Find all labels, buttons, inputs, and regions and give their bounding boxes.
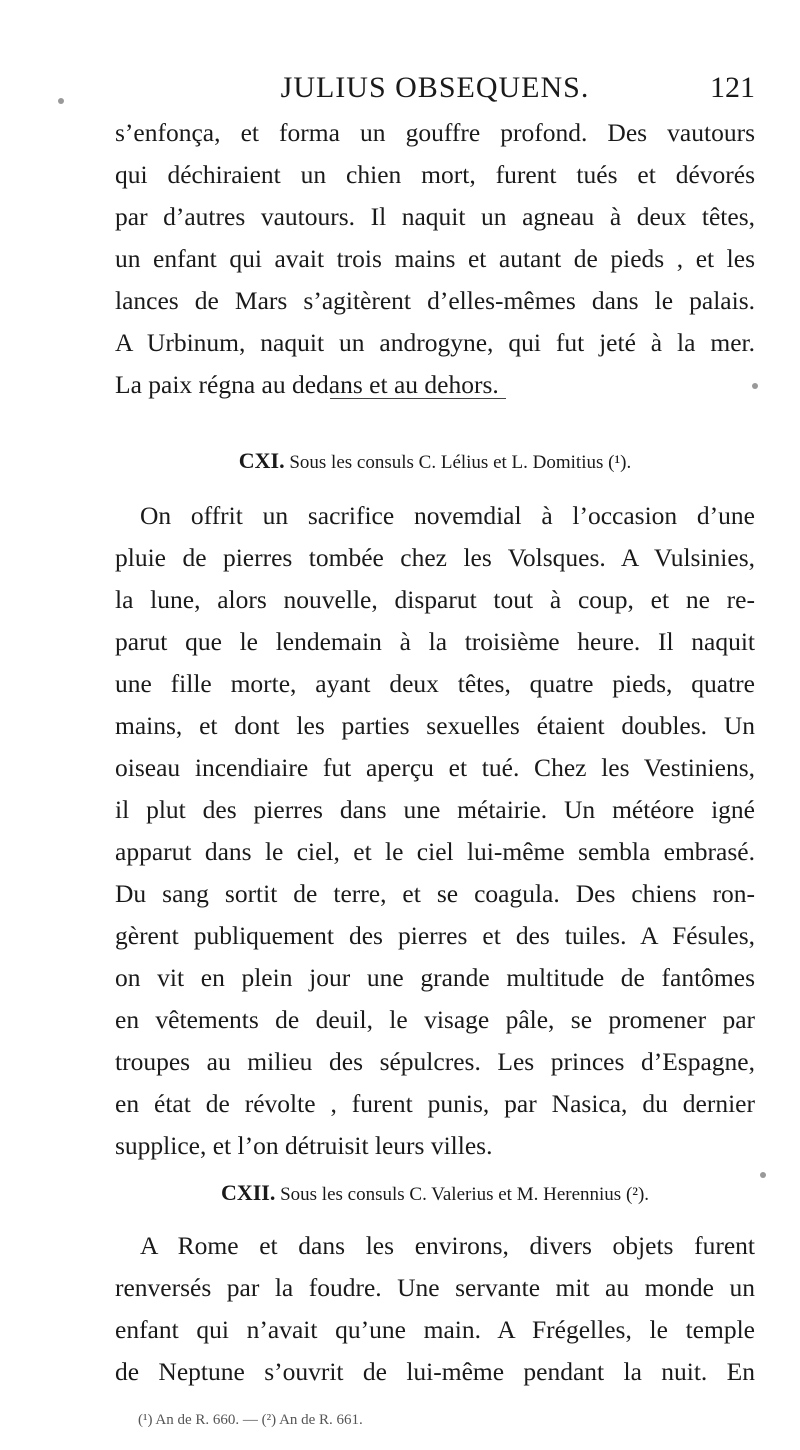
text-line: de Neptune s’ouvrit de lui-même pendant la nuit. En: [115, 1357, 755, 1386]
paper-speck: [752, 383, 758, 389]
text-line: s’enfonça, et forma un gouffre profond. Des vautours: [115, 118, 755, 147]
section-heading-cxii: [115, 1180, 755, 1206]
section-heading-cxi: [115, 448, 755, 474]
text-line: mains, et dont les parties sexuelles étaient doubles. Un: [115, 711, 755, 740]
page-number: 121: [710, 71, 755, 104]
paragraph-1: [115, 112, 755, 406]
section-title: Sous les consuls C. Valerius et M. Herennius (²).: [280, 1184, 650, 1205]
section-title: Sous les consuls C. Lélius et L. Domitius (¹).: [289, 452, 632, 473]
paper-speck: [58, 98, 64, 104]
text-line: La paix régna au dedans et au dehors.: [115, 370, 499, 399]
text-line: on vit en plein jour une grande multitude de fantômes: [115, 963, 755, 992]
text-line: enfant qui n’avait qu’une main. A Frégelles, le temple: [115, 1315, 755, 1344]
text-line: pluie de pierres tombée chez les Volsques. A Vulsinies,: [115, 543, 755, 572]
text-line: A Urbinum, naquit un androgyne, qui fut jeté à la mer.: [115, 328, 755, 357]
text-line: supplice, et l’on détruisit leurs villes.: [115, 1131, 493, 1160]
text-line: apparut dans le ciel, et le ciel lui-même sembla embrasé.: [115, 837, 755, 866]
section-divider: [330, 398, 506, 399]
text-line: une fille morte, ayant deux têtes, quatre pieds, quatre: [115, 669, 755, 698]
text-line: un enfant qui avait trois mains et autant de pieds , et les: [115, 244, 755, 273]
text-line: la lune, alors nouvelle, disparut tout à coup, et ne re-: [115, 585, 755, 614]
text-line: par d’autres vautours. Il naquit un agneau à deux têtes,: [115, 202, 755, 231]
text-line: il plut des pierres dans une métairie. Un météore igné: [115, 795, 755, 824]
text-line: parut que le lendemain à la troisième heure. Il naquit: [115, 627, 755, 656]
running-head: [115, 68, 755, 108]
text-line: gèrent publiquement des pierres et des tuiles. A Fésules,: [115, 921, 755, 950]
paragraph-3: [115, 1225, 755, 1393]
running-title: JULIUS OBSEQUENS.: [280, 71, 590, 104]
text-line: A Rome et dans les environs, divers objets furent: [140, 1231, 755, 1260]
text-line: lances de Mars s’agitèrent d’elles-mêmes dans le palais.: [115, 286, 755, 315]
section-number: CXI.: [238, 448, 285, 473]
paragraph-2: [115, 495, 755, 1167]
text-line: On offrit un sacrifice novemdial à l’occasion d’une: [140, 501, 755, 530]
text-line: qui déchiraient un chien mort, furent tués et dévorés: [115, 160, 755, 189]
text-line: troupes au milieu des sépulcres. Les princes d’Espagne,: [115, 1047, 755, 1076]
text-line: oiseau incendiaire fut aperçu et tué. Chez les Vestiniens,: [115, 753, 755, 782]
text-line: Du sang sortit de terre, et se coagula. Des chiens ron-: [115, 879, 755, 908]
text-line: renversés par la foudre. Une servante mit au monde un: [115, 1273, 755, 1302]
footnotes: (¹) An de R. 660. — (²) An de R. 661.: [138, 1412, 363, 1428]
text-line: en vêtements de deuil, le visage pâle, se promener par: [115, 1005, 755, 1034]
section-number: CXII.: [220, 1180, 276, 1205]
paper-speck: [760, 1172, 766, 1178]
text-line: en état de révolte , furent punis, par Nasica, du dernier: [115, 1089, 755, 1118]
